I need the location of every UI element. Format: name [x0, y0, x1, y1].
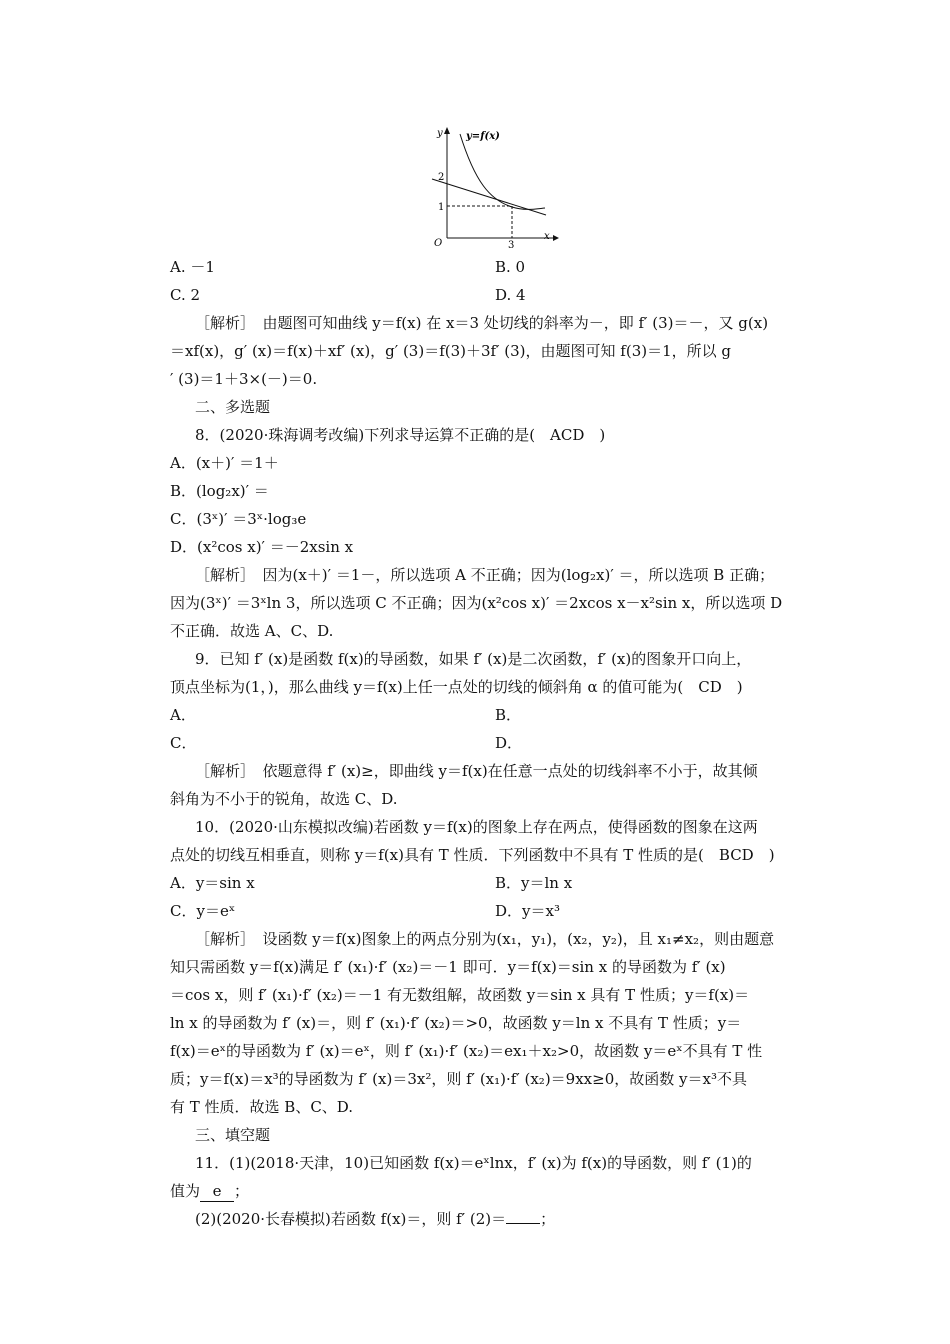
section-multi-choice: 二、多选题 — [195, 398, 271, 416]
q11-stem-2-prefix: 值为 — [170, 1182, 201, 1200]
q11-sub2 — [195, 1209, 555, 1229]
origin-label: O — [434, 238, 443, 248]
q9-option-c: C． — [170, 734, 197, 752]
q11-stem-2 — [170, 1181, 249, 1202]
q10-analysis-6: 质；y＝f(x)＝x³的导函数为 f′ (x)＝3x²，则 f′ (x₁)·f′ (x₂)＝9xx≥0，故函数 y＝x³不具 — [170, 1070, 747, 1088]
q10-option-c: C．y＝eˣ — [170, 902, 236, 920]
curve-label: y=f(x) — [466, 131, 500, 142]
q10-option-d: D．y＝x³ — [495, 902, 560, 920]
q10-option-a: A．y＝sin x — [170, 874, 255, 892]
q8-analysis-1: ［解析］ 因为(x＋)′ ＝1－，所以选项 A 不正确；因为(log₂x)′ ＝，所以选项 B 正确； — [195, 566, 775, 584]
q11-answer-1: e — [200, 1181, 234, 1202]
q9-option-b: B． — [495, 706, 522, 724]
q10-analysis-3: ＝cos x，则 f′ (x₁)·f′ (x₂)＝－1 有无数组解，故函数 y＝sin x 具有 T 性质；y＝f(x)＝ — [170, 986, 750, 1004]
q11-stem-1: 11．(1)(2018·天津，10)已知函数 f(x)＝eˣlnx，f′ (x)为 f(x)的导函数，则 f′ (1)的 — [195, 1154, 752, 1172]
q10-analysis-4: ln x 的导函数为 f′ (x)＝，则 f′ (x₁)·f′ (x₂)＝>0，故函数 y＝ln x 不具有 T 性质；y＝ — [170, 1014, 742, 1032]
q7-option-c: C. 2 — [170, 286, 201, 304]
q7-analysis-2: ＝xf(x)，g′ (x)＝f(x)＋xf′ (x)，g′ (3)＝f(3)＋3f′ (3)，由题图可知 f(3)＝1，所以 g — [170, 342, 732, 360]
q9-analysis-1: ［解析］ 依题意得 f′ (x)≥，即曲线 y＝f(x)在任意一点处的切线斜率不小于，故其倾 — [195, 762, 758, 780]
q8-stem: 8．(2020·珠海调考改编)下列求导运算不正确的是( ACD ) — [195, 426, 606, 444]
q11-stem-2-suffix: ； — [234, 1182, 250, 1200]
q9-option-d: D． — [495, 734, 523, 752]
q8-option-d: D．(x²cos x)′ ＝－2xsin x — [170, 538, 354, 556]
q8-option-b: B．(log₂x)′ ＝ — [170, 482, 269, 500]
q8-analysis-3: 不正确．故选 A、C、D. — [170, 622, 334, 640]
q11-answer-2-blank — [506, 1223, 540, 1224]
section-fill-blank: 三、填空题 — [195, 1126, 271, 1144]
q9-stem-2: 顶点坐标为(1，)，那么曲线 y＝f(x)上任一点处的切线的倾斜角 α 的值可能为( CD ) — [170, 678, 743, 696]
q10-analysis-7: 有 T 性质．故选 B、C、D. — [170, 1098, 354, 1116]
q7-analysis-1: ［解析］ 由题图可知曲线 y＝f(x) 在 x＝3 处切线的斜率为－，即 f′ (3)＝－，又 g(x) — [195, 314, 769, 332]
q10-analysis-5: f(x)＝eˣ的导函数为 f′ (x)＝eˣ，则 f′ (x₁)·f′ (x₂)＝ex₁＋x₂>0，故函数 y＝eˣ不具有 T 性 — [170, 1042, 763, 1060]
y-tick-1: 1 — [438, 202, 445, 213]
y-tick-2: 2 — [438, 172, 445, 183]
q11-sub2-suffix: ； — [540, 1210, 556, 1228]
y-axis-label: y — [437, 128, 443, 139]
q9-analysis-2: 斜角为不小于的锐角，故选 C、D. — [170, 790, 398, 808]
q9-stem-1: 9．已知 f′ (x)是函数 f(x)的导函数，如果 f′ (x)是二次函数，f′ (x)的图象开口向上， — [195, 650, 752, 668]
q9-option-a: A． — [170, 706, 196, 724]
q10-option-b: B．y＝ln x — [495, 874, 573, 892]
q11-sub2-prefix: (2)(2020·长春模拟)若函数 f(x)＝，则 f′ (2)＝ — [195, 1210, 507, 1228]
q10-stem-1: 10．(2020·山东模拟改编)若函数 y＝f(x)的图象上存在两点，使得函数的图象在这两 — [195, 818, 758, 836]
q10-analysis-2: 知只需函数 y＝f(x)满足 f′ (x₁)·f′ (x₂)＝－1 即可．y＝f(x)＝sin x 的导函数为 f′ (x) — [170, 958, 726, 976]
function-graph — [420, 122, 560, 248]
q10-analysis-1: ［解析］ 设函数 y＝f(x)图象上的两点分别为(x₁，y₁)，(x₂，y₂)，且 x₁≠x₂，则由题意 — [195, 930, 775, 948]
q7-option-b: B. 0 — [495, 258, 526, 276]
q8-option-a: A．(x＋)′ ＝1＋ — [170, 454, 279, 472]
q7-analysis-3: ′ (3)＝1＋3×(－)＝0. — [170, 370, 318, 388]
q7-option-d: D. 4 — [495, 286, 526, 304]
q7-option-a: A. －1 — [170, 258, 215, 276]
q10-stem-2: 点处的切线互相垂直，则称 y＝f(x)具有 T 性质．下列函数中不具有 T 性质的是( BCD ) — [170, 846, 775, 864]
q8-analysis-2: 因为(3ˣ)′ ＝3ˣln 3，所以选项 C 不正确；因为(x²cos x)′ ＝2xcos x－x²sin x，所以选项 D — [170, 594, 783, 612]
x-axis-label: x — [544, 231, 550, 242]
x-tick-3: 3 — [508, 240, 515, 248]
q8-option-c: C．(3ˣ)′ ＝3ˣ·log₃e — [170, 510, 307, 528]
